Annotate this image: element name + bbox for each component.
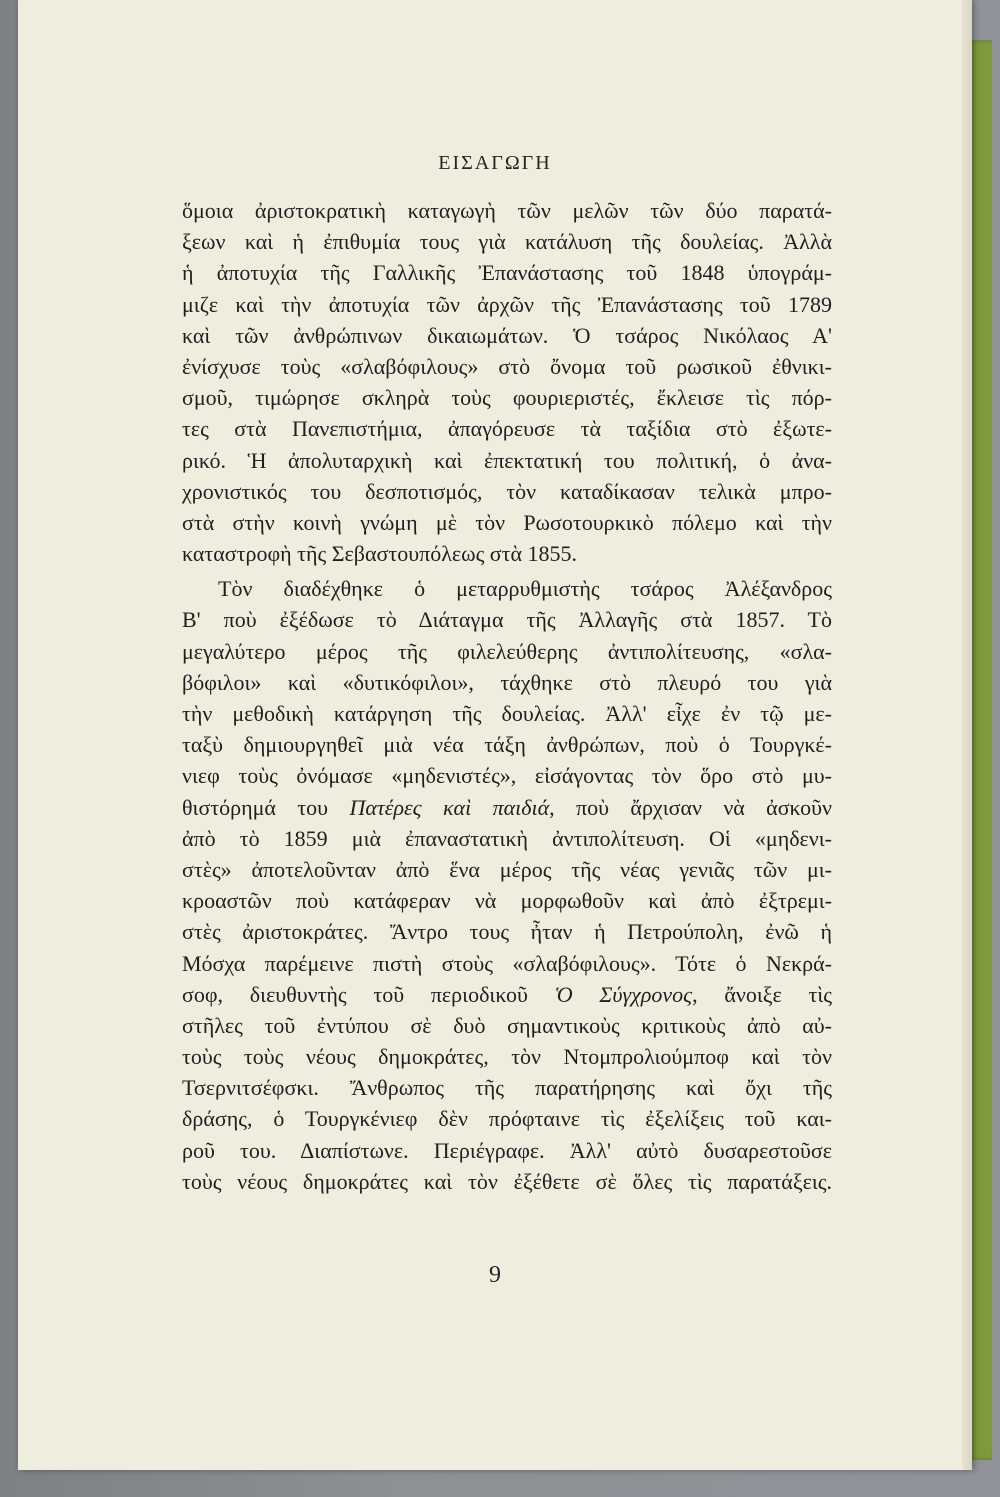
italic-title: Πατέρες καὶ παιδιά (349, 794, 550, 820)
text-line (182, 792, 832, 823)
text-line: Μόσχα παρέμεινε πιστὴ στοὺς «σλαβόφιλους». Τότε ὁ Νεκρά- (182, 950, 832, 976)
text-line: στὲς» ἀποτελοῦνταν ἀπὸ ἕνα μέρος τῆς νέας γενιᾶς τῶν μι- (182, 856, 832, 882)
text-line: ροῦ του. Διαπίστωνε. Περιέγραφε. Ἀλλ' αὐτὸ δυσαρεστοῦσε (182, 1137, 832, 1163)
text-segment: σοφ, διευθυντὴς τοῦ περιοδικοῦ (182, 981, 555, 1007)
text-segment: , ἄνοιξε τὶς (692, 981, 832, 1007)
page-edge-shadow (962, 0, 972, 1470)
text-line: ρικό. Ἡ ἀπολυταρχικὴ καὶ ἐπεκτατική του πολιτική, ὁ ἀνα- (182, 447, 832, 473)
text-line: ξεων καὶ ἡ ἐπιθυμία τους γιὰ κατάλυση τῆς δουλείας. Ἀλλὰ (182, 229, 832, 255)
italic-title: Ὁ Σύγχρονος (554, 981, 693, 1007)
text-line: μιζε καὶ τὴν ἀποτυχία τῶν ἀρχῶν τῆς Ἐπανάστασης τοῦ 1789 (182, 291, 832, 317)
text-line: βόφιλοι» καὶ «δυτικόφιλοι», τάχθηκε στὸ πλευρό του γιὰ (182, 669, 832, 695)
text-line (182, 979, 832, 1010)
text-line: Β' ποὺ ἐξέδωσε τὸ Διάταγμα τῆς Ἀλλαγῆς στὰ 1857. Τὸ (182, 607, 832, 633)
text-line: καταστροφὴ τῆς Σεβαστουπόλεως στὰ 1855. (182, 541, 578, 567)
text-line: ὅμοια ἀριστοκρατικὴ καταγωγὴ τῶν μελῶν τῶν δύο παρατά- (182, 198, 832, 223)
text-line: στὰ στὴν κοινὴ γνώμη μὲ τὸν Ρωσοτουρκικὸ πόλεμο καὶ τὴν (182, 509, 832, 535)
text-line: δράσης, ὁ Τουργκένιεφ δὲν πρόφταινε τὶς ἐξελίξεις τοῦ και- (182, 1106, 832, 1132)
paragraph-1 (182, 195, 832, 569)
text-line: κροαστῶν ποὺ κατάφεραν νὰ μορφωθοῦν καὶ ἀπὸ ἐξτρεμι- (182, 888, 832, 914)
text-line: νιεφ τοὺς ὀνόμασε «μηδενιστές», εἰσάγοντας τὸν ὅρο στὸ μυ- (182, 763, 832, 789)
body-text (182, 195, 832, 1197)
text-line: καὶ τῶν ἀνθρώπινων δικαιωμάτων. Ὁ τσάρος Νικόλαος Α' (182, 322, 832, 348)
page-number: 9 (489, 1262, 501, 1288)
text-line: ἐνίσχυσε τοὺς «σλαβόφιλους» στὸ ὄνομα τοῦ ρωσικοῦ ἐθνικι- (182, 353, 832, 379)
text-line: τὴν μεθοδικὴ κατάργηση τῆς δουλείας. Ἀλλ' εἶχε ἐν τῷ με- (182, 701, 832, 726)
text-segment: , ποὺ ἄρχισαν νὰ ἀσκοῦν (549, 794, 832, 820)
text-line: τες στὰ Πανεπιστήμια, ἀπαγόρευσε τὰ ταξίδια στὸ ἐξωτε- (182, 416, 832, 442)
text-line: ἡ ἀποτυχία τῆς Γαλλικῆς Ἐπανάστασης τοῦ 1848 ὑπογράμ- (182, 260, 832, 286)
text-line: στὲς ἀριστοκράτες. Ἄντρο τους ἦταν ἡ Πετρούπολη, ἐνῶ ἡ (182, 919, 832, 945)
text-segment: θιστόρημά του (182, 794, 350, 820)
text-line: ἀπὸ τὸ 1859 μιὰ ἐπαναστατικὴ ἀντιπολίτευση. Οἱ «μηδενι- (182, 825, 832, 851)
text-line: τοὺς τοὺς νέους δημοκράτες, τὸν Ντομπρολιούμποφ καὶ τὸν (182, 1044, 832, 1070)
running-head: ΕΙΣΑΓΩΓΗ (438, 152, 552, 174)
text-line: Τσερνιτσέφσκι. Ἄνθρωπος τῆς παρατήρησης καὶ ὄχι τῆς (182, 1075, 832, 1101)
text-line: χρονιστικός του δεσποτισμός, τὸν καταδίκασαν τελικὰ μπρο- (182, 478, 832, 504)
text-line: τοὺς νέους δημοκράτες καὶ τὸν ἐξέθετε σὲ ὅλες τὶς παρατάξεις. (182, 1168, 832, 1194)
text-line: ταξὺ δημιουργηθεῖ μιὰ νέα τάξη ἀνθρώπων, ποὺ ὁ Τουργκέ- (182, 732, 832, 758)
text-line: μεγαλύτερο μέρος τῆς φιλελεύθερης ἀντιπολίτευσης, «σλα- (182, 638, 832, 664)
text-line: Τὸν διαδέχθηκε ὁ μεταρρυθμιστὴς τσάρος Ἀλέξανδρος (218, 576, 832, 602)
book-page (18, 0, 972, 1470)
paragraph-2 (182, 573, 832, 1197)
text-line: στῆλες τοῦ ἐντύπου σὲ δυὸ σημαντικοὺς κριτικοὺς ἀπὸ αὐ- (182, 1012, 832, 1038)
text-line: σμοῦ, τιμώρησε σκληρὰ τοὺς φουριεριστές, ἔκλεισε τὶς πόρ- (182, 385, 832, 411)
